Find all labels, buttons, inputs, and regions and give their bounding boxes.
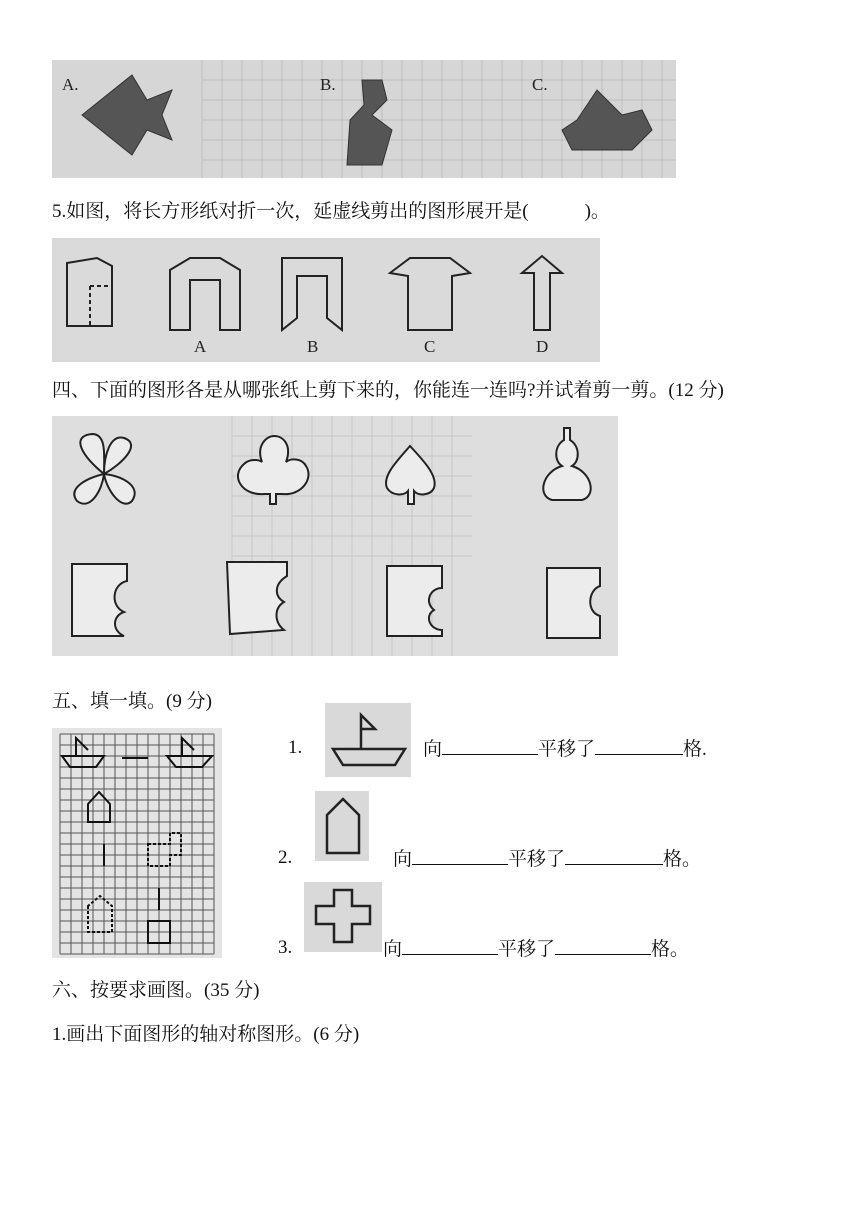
question-6-1 [52, 1025, 359, 1044]
label-option-c: C [424, 337, 436, 356]
figure-shapes-abc [52, 60, 676, 178]
fill-1-move-word: 平移了 [538, 739, 596, 760]
fill-2-move-word: 平移了 [508, 849, 566, 870]
fill-1-unit: 格. [683, 739, 707, 760]
label-b: B. [320, 75, 336, 94]
label-option-a: A [194, 337, 207, 356]
fill-2-direction-blank[interactable] [412, 847, 508, 865]
figure-translation-grid [52, 728, 222, 958]
fill-2-direction-word: 向 [393, 849, 413, 870]
fill-2-sentence [393, 847, 701, 869]
section-5-heading [52, 692, 212, 711]
fill-1-distance-blank[interactable] [595, 737, 683, 755]
cross-thumbnail [304, 882, 382, 952]
question-5-close: )。 [584, 201, 610, 222]
figure-cut-shapes [52, 416, 618, 656]
fill-1-direction-blank[interactable] [442, 737, 538, 755]
fill-3-direction-blank[interactable] [402, 937, 498, 955]
fill-3-direction-word: 向 [383, 939, 403, 960]
fill-1-number: 1. [288, 737, 303, 758]
question-6-1-text: 1.画出下面图形的轴对称图形。(6 分) [52, 1024, 360, 1045]
label-c: C. [532, 75, 548, 94]
house-thumbnail [315, 791, 369, 861]
boat-thumbnail [325, 703, 411, 777]
label-option-d: D [536, 337, 549, 356]
section-5-text: 五、填一填。(9 分) [52, 691, 212, 712]
fill-1-direction-word: 向 [423, 739, 443, 760]
section-6-text: 六、按要求画图。(35 分) [52, 980, 260, 1001]
fill-3-distance-blank[interactable] [555, 937, 651, 955]
question-5-text: 5.如图，将长方形纸对折一次，延虚线剪出的图形展开是( [52, 201, 529, 222]
fill-3-number: 3. [278, 937, 293, 958]
fill-2-distance-blank[interactable] [565, 847, 663, 865]
fill-1-sentence [423, 737, 707, 759]
label-a: A. [62, 75, 79, 94]
section-4-text: 四、下面的图形各是从哪张纸上剪下来的，你能连一连吗?并试着剪一剪。(12 分) [52, 380, 724, 401]
fill-2-number: 2. [278, 847, 293, 868]
question-5 [52, 202, 610, 221]
figure-folded-paper [52, 238, 600, 362]
fill-2-unit: 格。 [663, 849, 702, 870]
fill-3-unit: 格。 [651, 939, 690, 960]
paper-2 [227, 562, 287, 634]
label-option-b: B [307, 337, 319, 356]
section-6-heading [52, 981, 259, 1000]
fill-3-move-word: 平移了 [498, 939, 556, 960]
section-4-heading [52, 381, 724, 400]
fill-3-sentence [383, 937, 689, 959]
